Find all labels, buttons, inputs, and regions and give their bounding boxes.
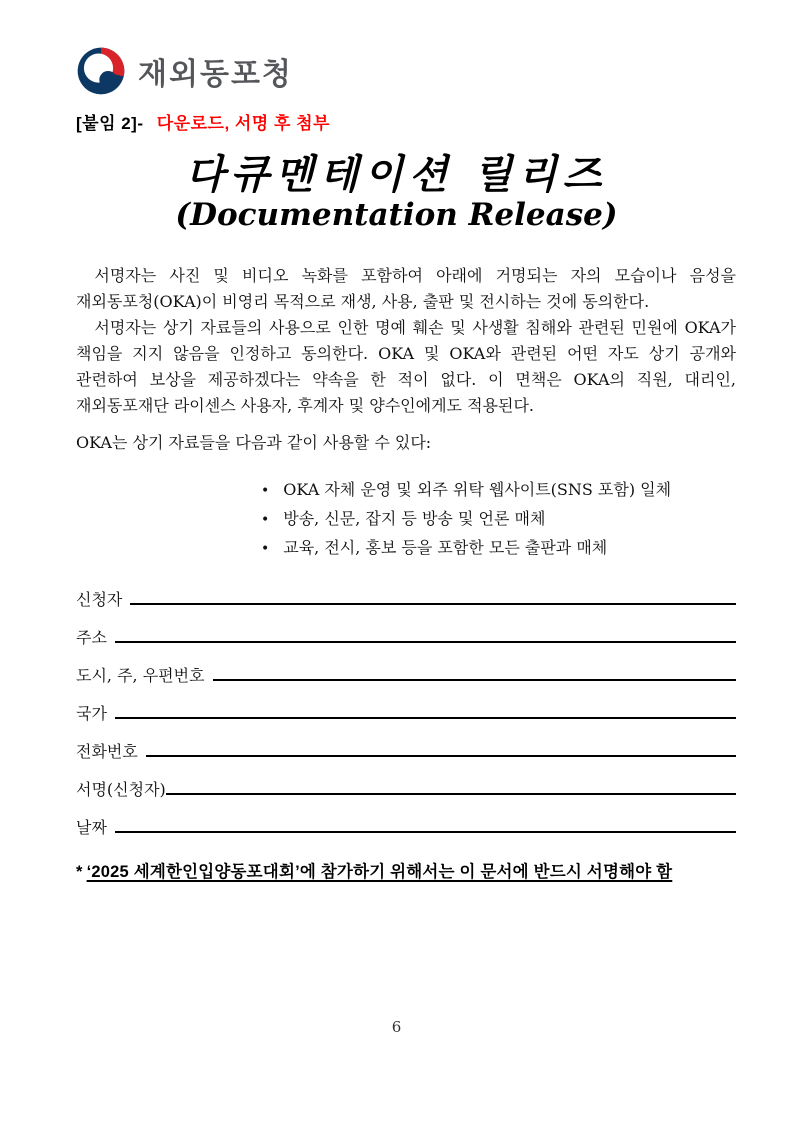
- usage-list: [261, 476, 671, 563]
- attachment-line: [76, 109, 330, 134]
- city-state-zip-blank-line: [213, 679, 736, 681]
- list-item: [261, 476, 671, 505]
- form-row-address: [76, 610, 736, 648]
- mandatory-signature-note: [76, 858, 756, 882]
- document-title-english: (Documentation Release): [175, 197, 618, 233]
- address-blank-line: [115, 641, 736, 643]
- form-row-date: [76, 800, 736, 838]
- bullet-icon: •: [261, 483, 270, 499]
- agency-logo: [76, 46, 293, 96]
- bullet-icon: •: [261, 541, 270, 557]
- form-row-applicant: [76, 572, 736, 610]
- page-number: 6: [391, 1018, 402, 1036]
- taegeuk-emblem-icon: [76, 46, 126, 96]
- download-sign-notice: 다운로드, 서명 후 첨부: [156, 114, 330, 133]
- applicant-blank-line: [130, 603, 736, 605]
- field-label: 전화번호: [76, 742, 138, 761]
- form-row-country: [76, 686, 736, 724]
- country-blank-line: [115, 717, 736, 719]
- usage-item-text: OKA 자체 운영 및 외주 위탁 웹사이트(SNS 포함) 일체: [283, 480, 672, 499]
- phone-blank-line: [146, 755, 736, 757]
- form-row-phone: [76, 724, 736, 762]
- usage-item-text: 방송, 신문, 잡지 등 방송 및 언론 매체: [283, 509, 546, 528]
- list-item: [261, 505, 671, 534]
- bullet-icon: •: [261, 512, 270, 528]
- document-title-korean: 다큐멘테이션 릴리즈: [185, 151, 608, 198]
- form-fields: [76, 572, 736, 838]
- field-label: 신청자: [76, 590, 123, 609]
- form-row-city-state-zip: [76, 648, 736, 686]
- signature-blank-line: [166, 793, 736, 795]
- agency-name: 재외동포청: [138, 58, 293, 91]
- body-paragraphs: [76, 263, 736, 419]
- paragraph-consent: 서명자는 사진 및 비디오 녹화를 포함하여 아래에 거명되는 자의 모습이나 음성을 재외동포청(OKA)이 비영리 목적으로 재생, 사용, 출판 및 전시하는 것에 동의한다.: [76, 266, 736, 311]
- list-item: [261, 534, 671, 563]
- field-label: 국가: [76, 704, 107, 723]
- form-row-signature: [76, 762, 736, 800]
- usage-item-text: 교육, 전시, 홍보 등을 포함한 모든 출판과 매체: [283, 538, 608, 557]
- asterisk-marker: *: [76, 863, 83, 881]
- usage-intro: OKA는 상기 자료들을 다음과 같이 사용할 수 있다:: [76, 433, 432, 452]
- attachment-label: [붙임 2]-: [76, 114, 144, 133]
- note-text: ‘2025 세계한인입양동포대회’에 참가하기 위해서는 이 문서에 반드시 서명해야 함: [86, 863, 673, 881]
- field-label: 도시, 주, 우편번호: [76, 666, 205, 685]
- field-label: 날짜: [76, 818, 107, 837]
- field-label: 서명(신청자): [76, 780, 166, 799]
- date-blank-line: [115, 831, 736, 833]
- paragraph-liability: 서명자는 상기 자료들의 사용으로 인한 명예 훼손 및 사생활 침해와 관련된 민원에 OKA가 책임을 지지 않음을 인정하고 동의한다. OKA 및 OKA와 관련된 어떤 자도 상기 공개와 관련하여 보상을 제공하겠다는 약속을 한 적이 없다. 이 면책은 OKA의 직원, 대리인, 재외동포재단 라이센스 사용자, 후계자 및 양수인에게도 적용된다.: [76, 318, 736, 415]
- field-label: 주소: [76, 628, 107, 647]
